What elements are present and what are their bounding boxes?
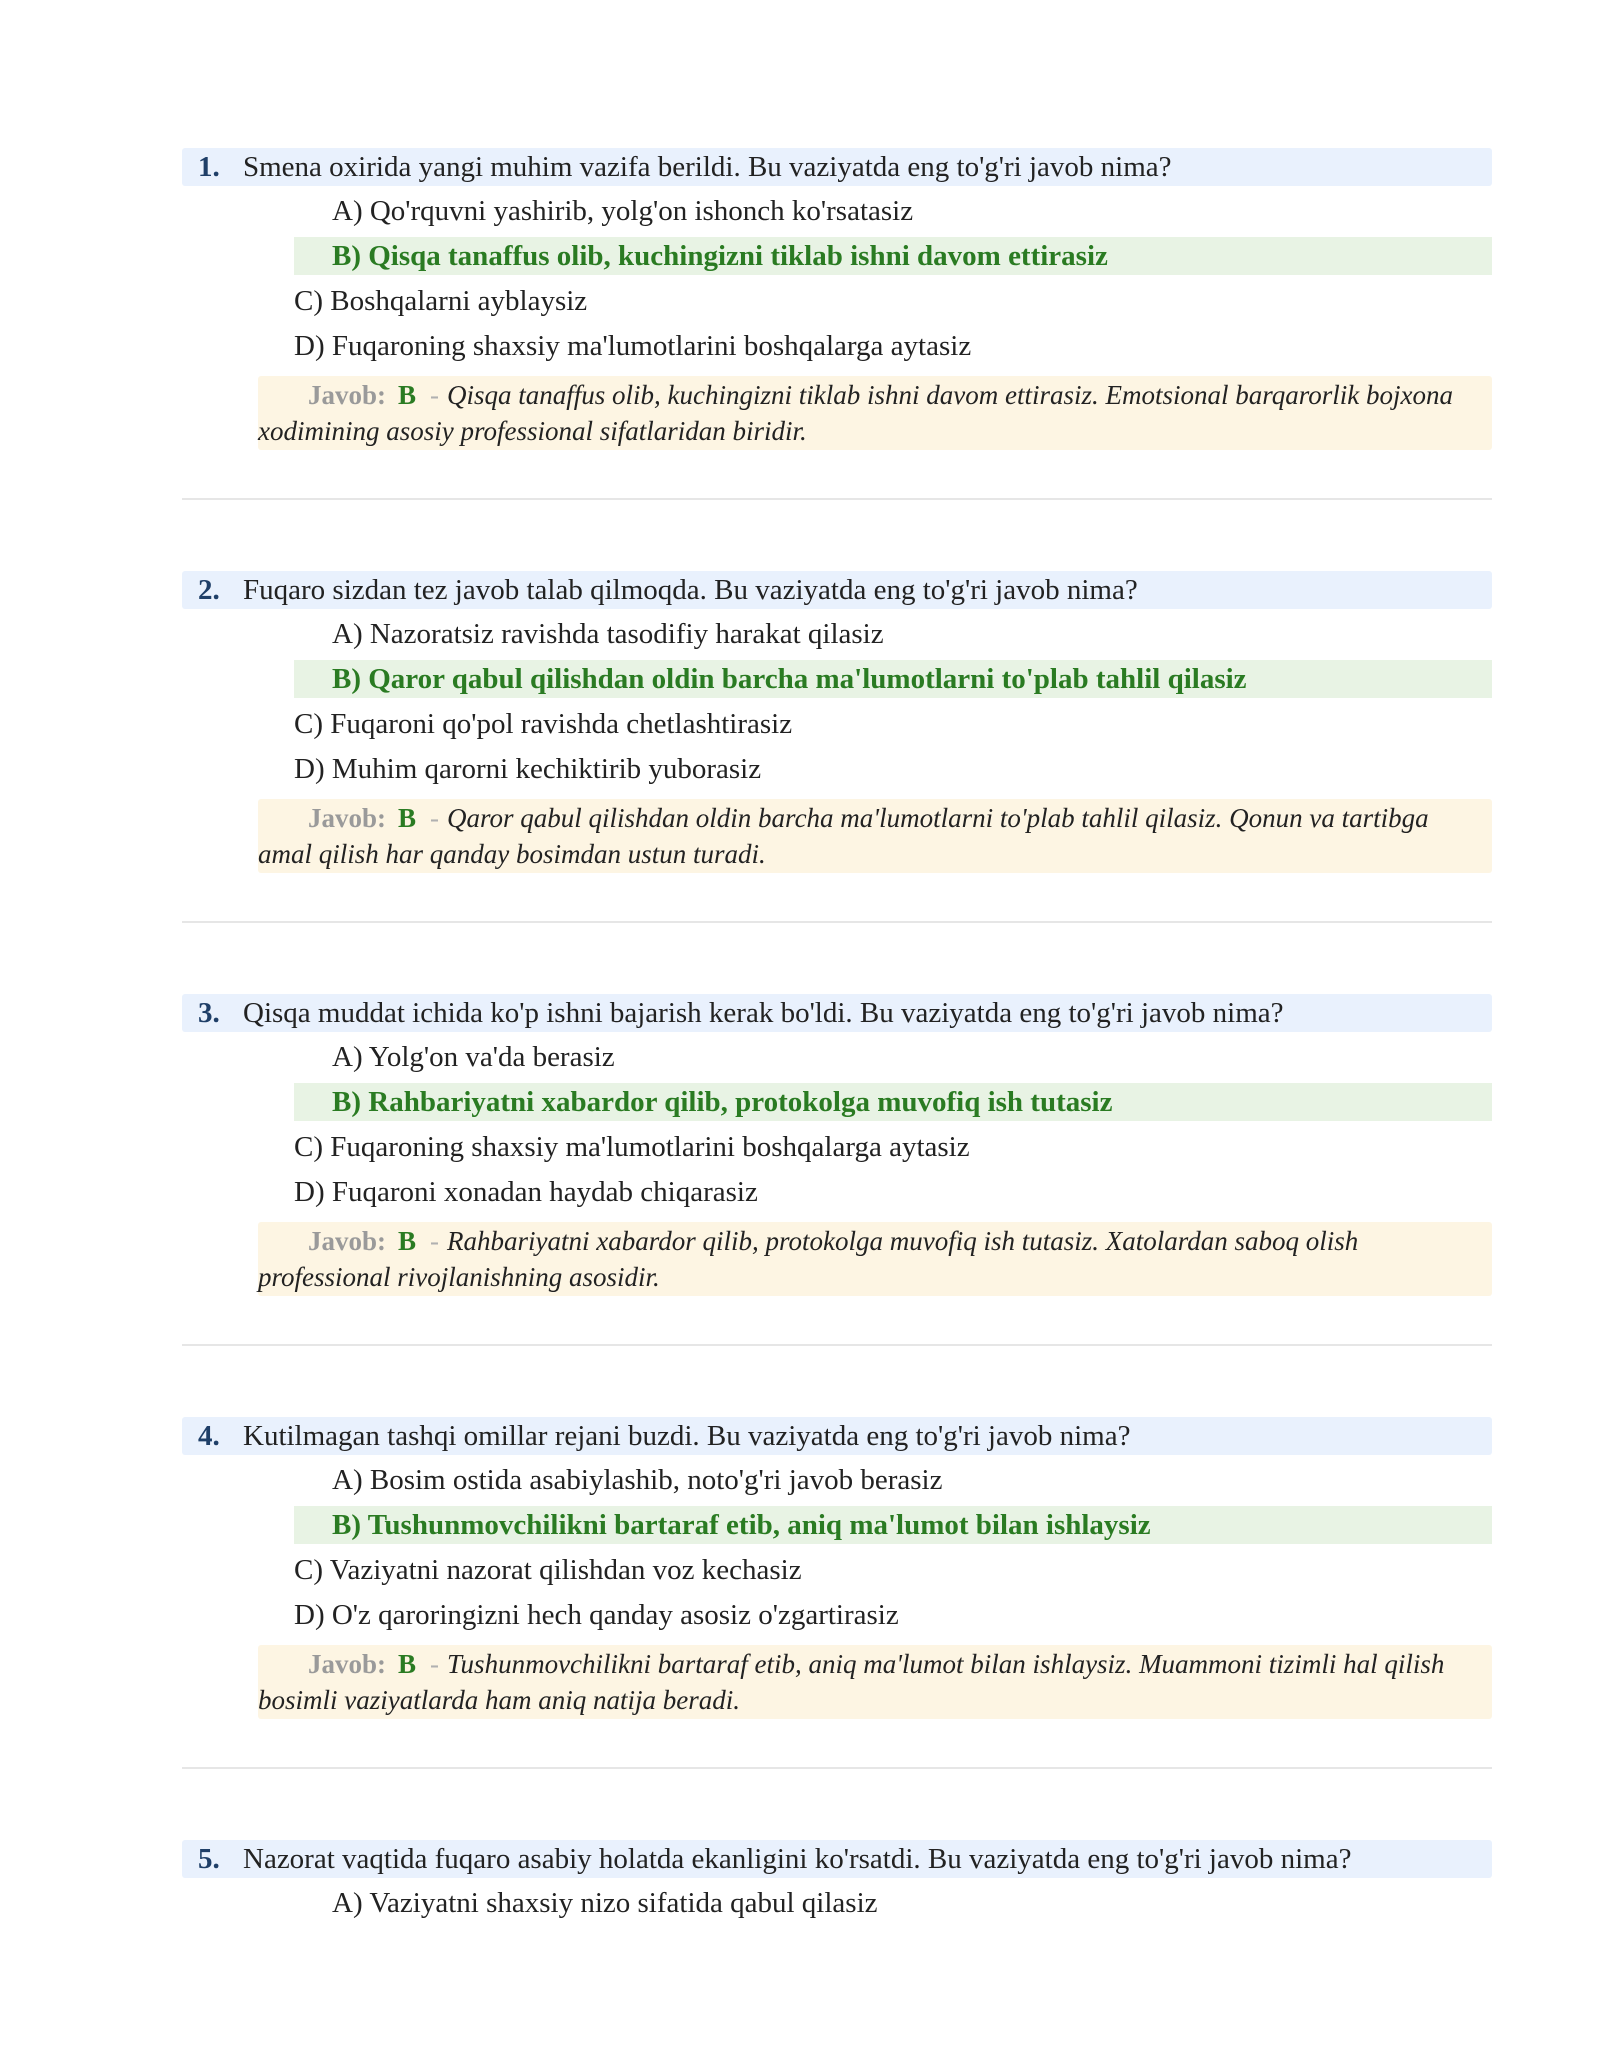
divider xyxy=(182,921,1492,923)
question-block-2 xyxy=(182,571,1492,994)
option-a: A) Yolg'on va'da berasiz xyxy=(332,1041,615,1073)
answer-label: Javob: xyxy=(308,1649,387,1679)
question-block-5 xyxy=(182,1840,1492,1940)
question-number: 5. xyxy=(198,1843,220,1875)
answer-letter: B xyxy=(398,1649,417,1679)
question-text: Qisqa muddat ichida ko'p ishni bajarish kerak bo'ldi. Bu vaziyatda eng to'g'ri javob nima? xyxy=(243,997,1284,1029)
answer-box xyxy=(258,1222,1492,1296)
option-b-correct xyxy=(294,1506,1492,1544)
option-a: A) Bosim ostida asabiylashib, noto'g'ri javob berasiz xyxy=(332,1464,943,1496)
option-b-label: B) Qisqa tanaffus olib, kuchingizni tiklab ishni davom ettirasiz xyxy=(332,240,1108,272)
answer-text xyxy=(258,377,1488,449)
option-b-label: B) Qaror qabul qilishdan oldin barcha ma'lumotlarni to'plab tahlil qilasiz xyxy=(332,663,1247,695)
answer-dash: - xyxy=(430,803,440,833)
quiz-page xyxy=(182,148,1492,1940)
answer-letter: B xyxy=(398,803,417,833)
answer-label: Javob: xyxy=(308,803,387,833)
question-header xyxy=(182,148,1492,186)
answer-letter: B xyxy=(398,380,417,410)
option-c: C) Boshqalarni ayblaysiz xyxy=(294,285,588,317)
question-block-3 xyxy=(182,994,1492,1417)
answer-box xyxy=(258,799,1492,873)
answer-label: Javob: xyxy=(308,380,387,410)
answer-dash: - xyxy=(430,1649,440,1679)
option-a: A) Nazoratsiz ravishda tasodifiy harakat qilasiz xyxy=(332,618,884,650)
divider xyxy=(182,1344,1492,1346)
option-a: A) Vaziyatni shaxsiy nizo sifatida qabul qilasiz xyxy=(332,1887,878,1919)
question-header xyxy=(182,1840,1492,1878)
question-header xyxy=(182,571,1492,609)
question-number: 2. xyxy=(198,574,220,606)
question-text: Smena oxirida yangi muhim vazifa berildi. Bu vaziyatda eng to'g'ri javob nima? xyxy=(243,151,1172,183)
question-number: 1. xyxy=(198,151,220,183)
answer-explanation: Qaror qabul qilishdan oldin barcha ma'lumotlarni to'plab tahlil qilasiz. Qonun va tartibga amal qilish har qanday bosimdan ustun turadi. xyxy=(258,803,1429,869)
divider xyxy=(182,498,1492,500)
question-header xyxy=(182,1417,1492,1455)
option-b-label: B) Rahbariyatni xabardor qilib, protokolga muvofiq ish tutasiz xyxy=(332,1086,1113,1118)
question-block-4 xyxy=(182,1417,1492,1840)
question-header xyxy=(182,994,1492,1032)
question-text: Fuqaro sizdan tez javob talab qilmoqda. Bu vaziyatda eng to'g'ri javob nima? xyxy=(243,574,1138,606)
answer-box xyxy=(258,376,1492,450)
answer-text xyxy=(258,1223,1488,1295)
option-d: D) Muhim qarorni kechiktirib yuborasiz xyxy=(294,753,762,785)
answer-text xyxy=(258,1646,1488,1718)
option-d: D) Fuqaroning shaxsiy ma'lumotlarini boshqalarga aytasiz xyxy=(294,330,972,362)
option-d: D) Fuqaroni xonadan haydab chiqarasiz xyxy=(294,1176,758,1208)
answer-letter: B xyxy=(398,1226,417,1256)
option-b-correct xyxy=(294,237,1492,275)
option-c: C) Fuqaroni qo'pol ravishda chetlashtirasiz xyxy=(294,708,793,740)
divider xyxy=(182,1767,1492,1769)
answer-explanation: Rahbariyatni xabardor qilib, protokolga muvofiq ish tutasiz. Xatolardan saboq olish professional rivojlanishning asosidir. xyxy=(258,1226,1359,1292)
answer-dash: - xyxy=(430,1226,440,1256)
option-c: C) Vaziyatni nazorat qilishdan voz kechasiz xyxy=(294,1554,802,1586)
question-number: 4. xyxy=(198,1420,220,1452)
question-block-1 xyxy=(182,148,1492,571)
answer-text xyxy=(258,800,1488,872)
option-a: A) Qo'rquvni yashirib, yolg'on ishonch ko'rsatasiz xyxy=(332,195,914,227)
option-b-correct xyxy=(294,1083,1492,1121)
answer-dash: - xyxy=(430,380,440,410)
question-number: 3. xyxy=(198,997,220,1029)
answer-explanation: Qisqa tanaffus olib, kuchingizni tiklab ishni davom ettirasiz. Emotsional barqarorlik bojxona xodimining asosiy professional sifatlaridan biridir. xyxy=(258,380,1454,446)
option-b-correct xyxy=(294,660,1492,698)
answer-explanation: Tushunmovchilikni bartaraf etib, aniq ma'lumot bilan ishlaysiz. Muammoni tizimli hal qilish bosimli vaziyatlarda ham aniq natija beradi. xyxy=(258,1649,1445,1715)
question-text: Nazorat vaqtida fuqaro asabiy holatda ekanligini ko'rsatdi. Bu vaziyatda eng to'g'ri javob nima? xyxy=(243,1843,1352,1875)
answer-label: Javob: xyxy=(308,1226,387,1256)
option-c: C) Fuqaroning shaxsiy ma'lumotlarini boshqalarga aytasiz xyxy=(294,1131,970,1163)
question-text: Kutilmagan tashqi omillar rejani buzdi. Bu vaziyatda eng to'g'ri javob nima? xyxy=(243,1420,1131,1452)
answer-box xyxy=(258,1645,1492,1719)
option-b-label: B) Tushunmovchilikni bartaraf etib, aniq ma'lumot bilan ishlaysiz xyxy=(332,1509,1151,1541)
option-d: D) O'z qaroringizni hech qanday asosiz o'zgartirasiz xyxy=(294,1599,899,1631)
